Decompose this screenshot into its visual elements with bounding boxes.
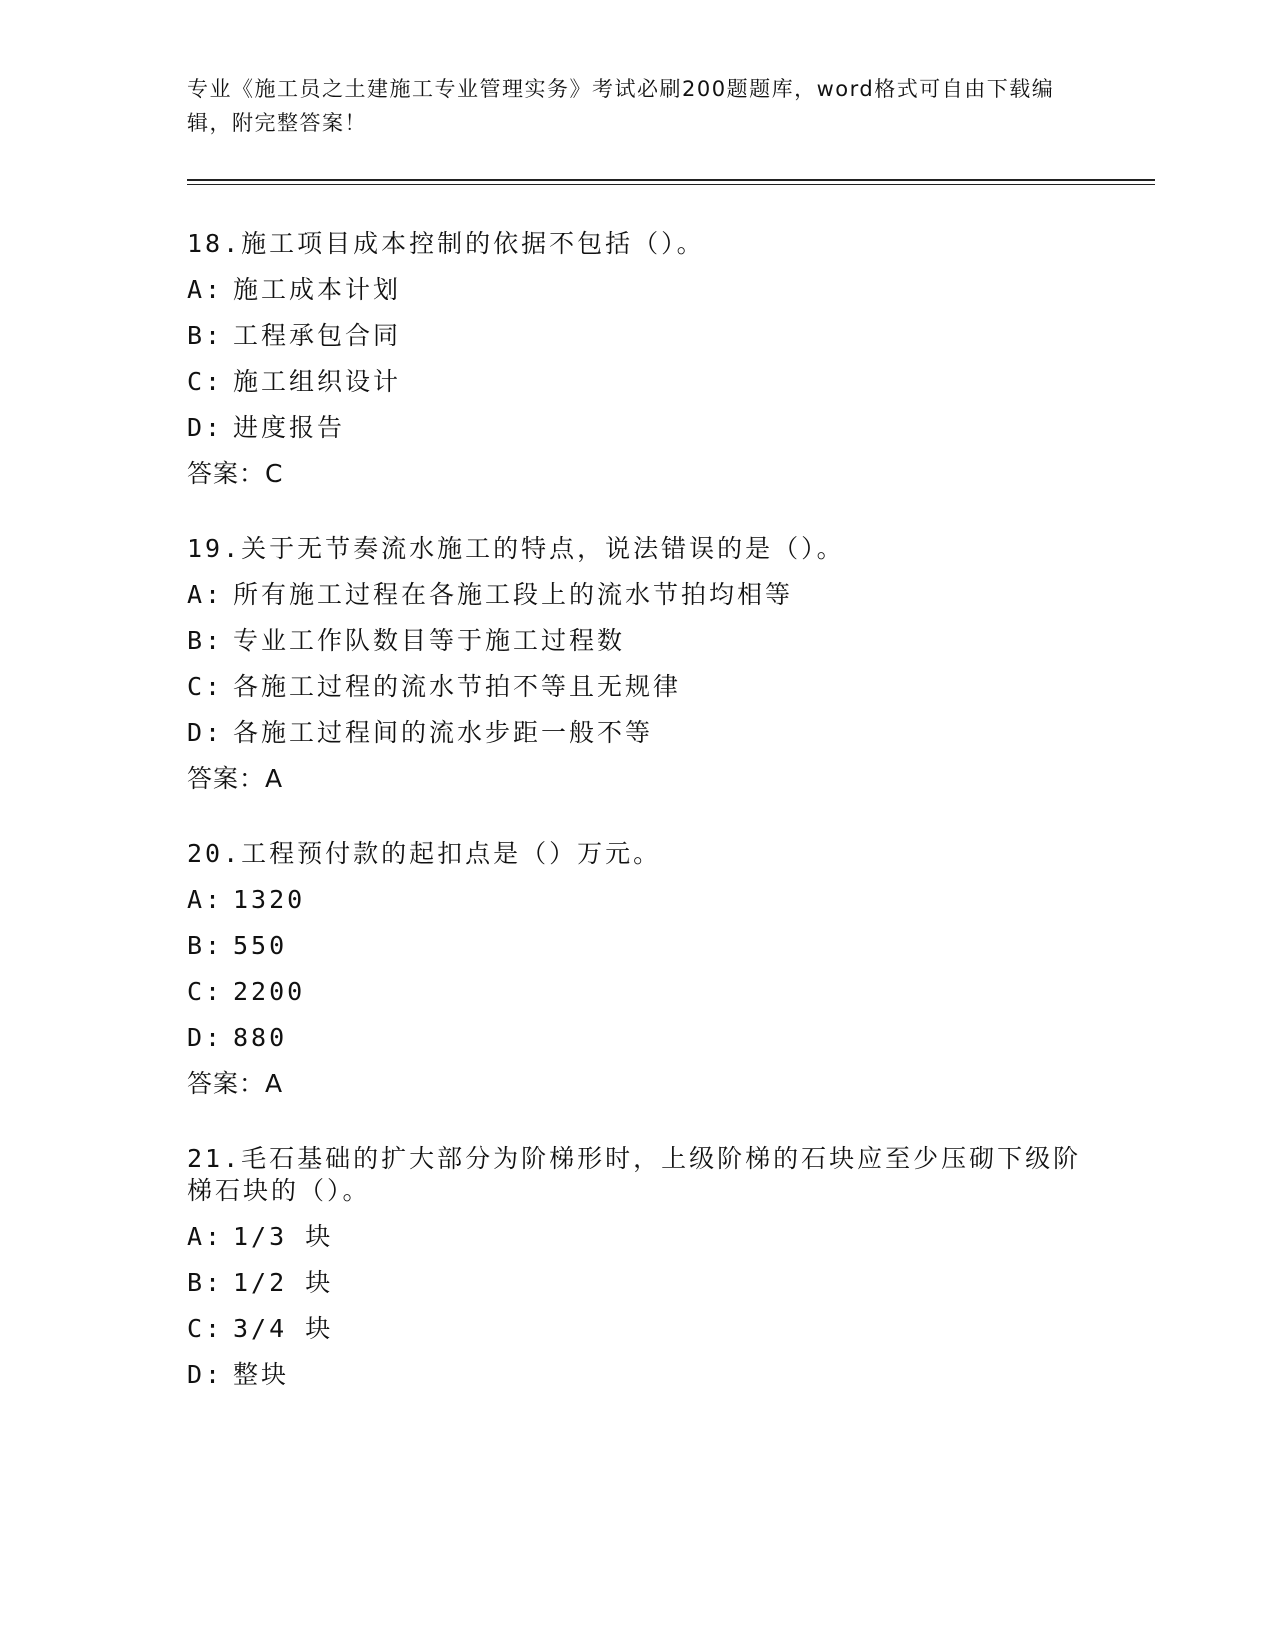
option-a (187, 274, 1087, 320)
question-stem: 18.施工项目成本控制的依据不包括（）。 (187, 229, 705, 258)
option-text: 进度报告 (233, 413, 346, 442)
answer-line: 答案：A (187, 1069, 284, 1098)
option-letter: C: (187, 1314, 224, 1343)
option-a (187, 884, 1087, 930)
option-letter: B: (187, 626, 224, 655)
header-divider-thin (187, 184, 1155, 185)
answer-line: 答案：C (187, 459, 284, 488)
question-stem: 19.关于无节奏流水施工的特点，说法错误的是（）。 (187, 534, 845, 563)
option-c (187, 1313, 1087, 1359)
answer-line: 答案：A (187, 764, 284, 793)
option-letter: D: (187, 413, 224, 442)
option-text: 所有施工过程在各施工段上的流水节拍均相等 (233, 580, 794, 609)
option-a (187, 1221, 1087, 1267)
option-text: 1/3 块 (233, 1222, 334, 1251)
option-letter: C: (187, 672, 224, 701)
option-letter: B: (187, 1268, 224, 1297)
option-text: 各施工过程间的流水步距一般不等 (233, 718, 654, 747)
option-letter: D: (187, 718, 224, 747)
option-b (187, 930, 1087, 976)
option-letter: A: (187, 885, 224, 914)
option-text: 1320 (233, 885, 306, 914)
question-stem: 20.工程预付款的起扣点是（）万元。 (187, 839, 662, 868)
option-text: 施工成本计划 (233, 275, 402, 304)
option-c (187, 671, 1087, 717)
option-text: 整块 (233, 1360, 290, 1389)
question-21 (187, 1143, 1087, 1405)
header-divider (187, 179, 1155, 181)
option-text: 3/4 块 (233, 1314, 334, 1343)
option-text: 880 (233, 1023, 288, 1052)
option-letter: B: (187, 321, 224, 350)
option-a (187, 579, 1087, 625)
question-list (187, 228, 1087, 1448)
option-text: 专业工作队数目等于施工过程数 (233, 626, 626, 655)
option-d (187, 1359, 1087, 1405)
option-b (187, 1267, 1087, 1313)
option-text: 施工组织设计 (233, 367, 402, 396)
option-c (187, 976, 1087, 1022)
question-19 (187, 533, 1087, 795)
option-letter: B: (187, 931, 224, 960)
option-letter: C: (187, 367, 224, 396)
option-b (187, 625, 1087, 671)
option-letter: A: (187, 275, 224, 304)
question-18 (187, 228, 1087, 490)
option-letter: A: (187, 1222, 224, 1251)
option-d (187, 412, 1087, 458)
question-stem: 21.毛石基础的扩大部分为阶梯形时，上级阶梯的石块应至少压砌下级阶梯石块的（）。 (187, 1144, 1082, 1205)
option-letter: A: (187, 580, 224, 609)
option-letter: D: (187, 1023, 224, 1052)
option-text: 工程承包合同 (233, 321, 402, 350)
question-20 (187, 838, 1087, 1100)
option-text: 各施工过程的流水节拍不等且无规律 (233, 672, 682, 701)
option-d (187, 717, 1087, 763)
option-d (187, 1022, 1087, 1068)
option-b (187, 320, 1087, 366)
option-text: 550 (233, 931, 288, 960)
option-letter: D: (187, 1360, 224, 1389)
option-text: 1/2 块 (233, 1268, 334, 1297)
option-text: 2200 (233, 977, 306, 1006)
document-header: 专业《施工员之土建施工专业管理实务》考试必刷200题题库，word格式可自由下载编辑，附完整答案！ (187, 77, 1055, 135)
option-c (187, 366, 1087, 412)
option-letter: C: (187, 977, 224, 1006)
